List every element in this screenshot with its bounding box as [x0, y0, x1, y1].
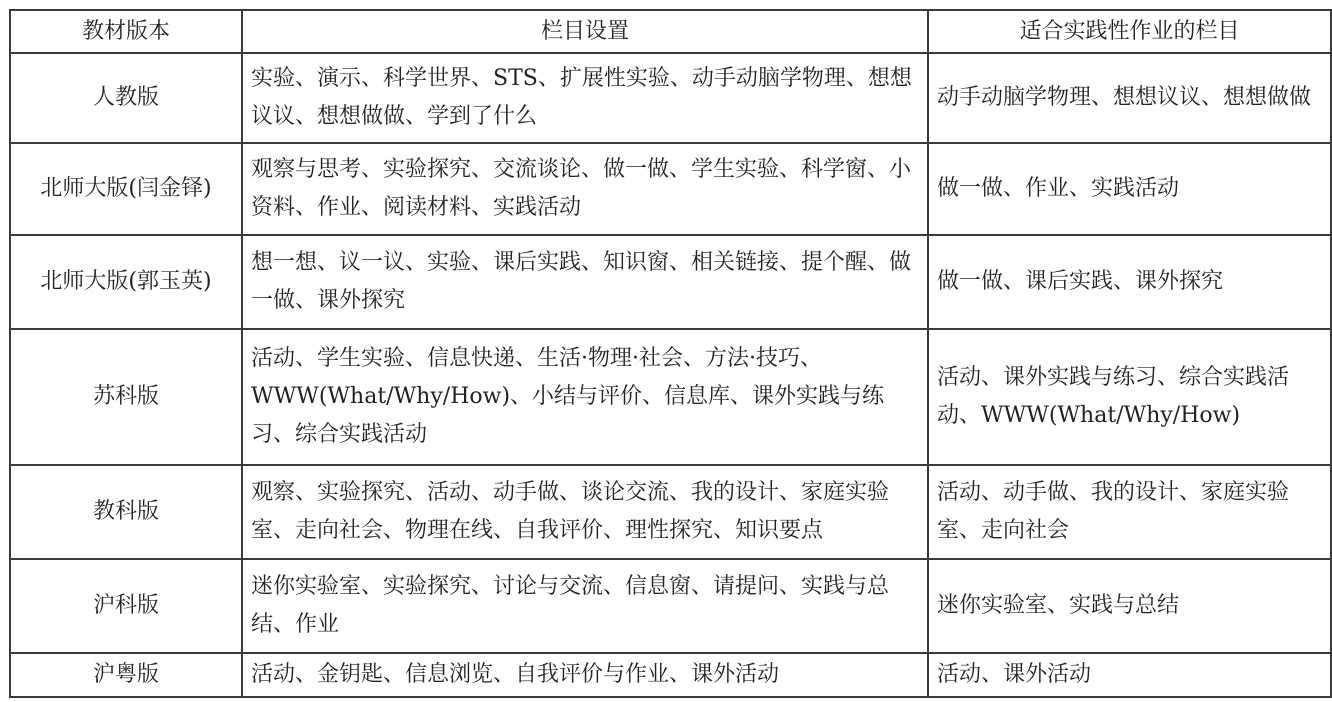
table-row [10, 235, 1331, 329]
table-body [10, 53, 1331, 697]
edition-cell: 苏科版 [10, 329, 242, 465]
edition-cell: 沪粤版 [10, 653, 242, 697]
textbook-columns-table [9, 9, 1332, 698]
table-row [10, 465, 1331, 559]
header-edition: 教材版本 [10, 10, 242, 53]
edition-cell: 沪科版 [10, 559, 242, 653]
column-settings-cell: 观察、实验探究、活动、动手做、谈论交流、我的设计、家庭实验室、走向社会、物理在线、自我评价、理性探究、知识要点 [242, 465, 928, 559]
practical-columns-cell: 活动、动手做、我的设计、家庭实验室、走向社会 [928, 465, 1331, 559]
table-row [10, 53, 1331, 143]
practical-columns-cell: 做一做、作业、实践活动 [928, 143, 1331, 235]
edition-cell: 北师大版(郭玉英) [10, 235, 242, 329]
header-column-settings: 栏目设置 [242, 10, 928, 53]
column-settings-cell: 观察与思考、实验探究、交流谈论、做一做、学生实验、科学窗、小资料、作业、阅读材料、实践活动 [242, 143, 928, 235]
column-settings-cell: 活动、金钥匙、信息浏览、自我评价与作业、课外活动 [242, 653, 928, 697]
table-row [10, 559, 1331, 653]
column-settings-cell: 实验、演示、科学世界、STS、扩展性实验、动手动脑学物理、想想议议、想想做做、学到了什么 [242, 53, 928, 143]
table-row [10, 143, 1331, 235]
practical-columns-cell: 做一做、课后实践、课外探究 [928, 235, 1331, 329]
edition-cell: 北师大版(闫金铎) [10, 143, 242, 235]
table-header [10, 10, 1331, 53]
header-practical-columns: 适合实践性作业的栏目 [928, 10, 1331, 53]
practical-columns-cell: 动手动脑学物理、想想议议、想想做做 [928, 53, 1331, 143]
edition-cell: 教科版 [10, 465, 242, 559]
practical-columns-cell: 迷你实验室、实践与总结 [928, 559, 1331, 653]
practical-columns-cell: 活动、课外实践与练习、综合实践活动、WWW(What/Why/How) [928, 329, 1331, 465]
table-row [10, 329, 1331, 465]
table-row [10, 653, 1331, 697]
edition-cell: 人教版 [10, 53, 242, 143]
practical-columns-cell: 活动、课外活动 [928, 653, 1331, 697]
header-row [10, 10, 1331, 53]
column-settings-cell: 迷你实验室、实验探究、讨论与交流、信息窗、请提问、实践与总结、作业 [242, 559, 928, 653]
column-settings-cell: 活动、学生实验、信息快递、生活·物理·社会、方法·技巧、WWW(What/Why/How)、小结与评价、信息库、课外实践与练习、综合实践活动 [242, 329, 928, 465]
column-settings-cell: 想一想、议一议、实验、课后实践、知识窗、相关链接、提个醒、做一做、课外探究 [242, 235, 928, 329]
